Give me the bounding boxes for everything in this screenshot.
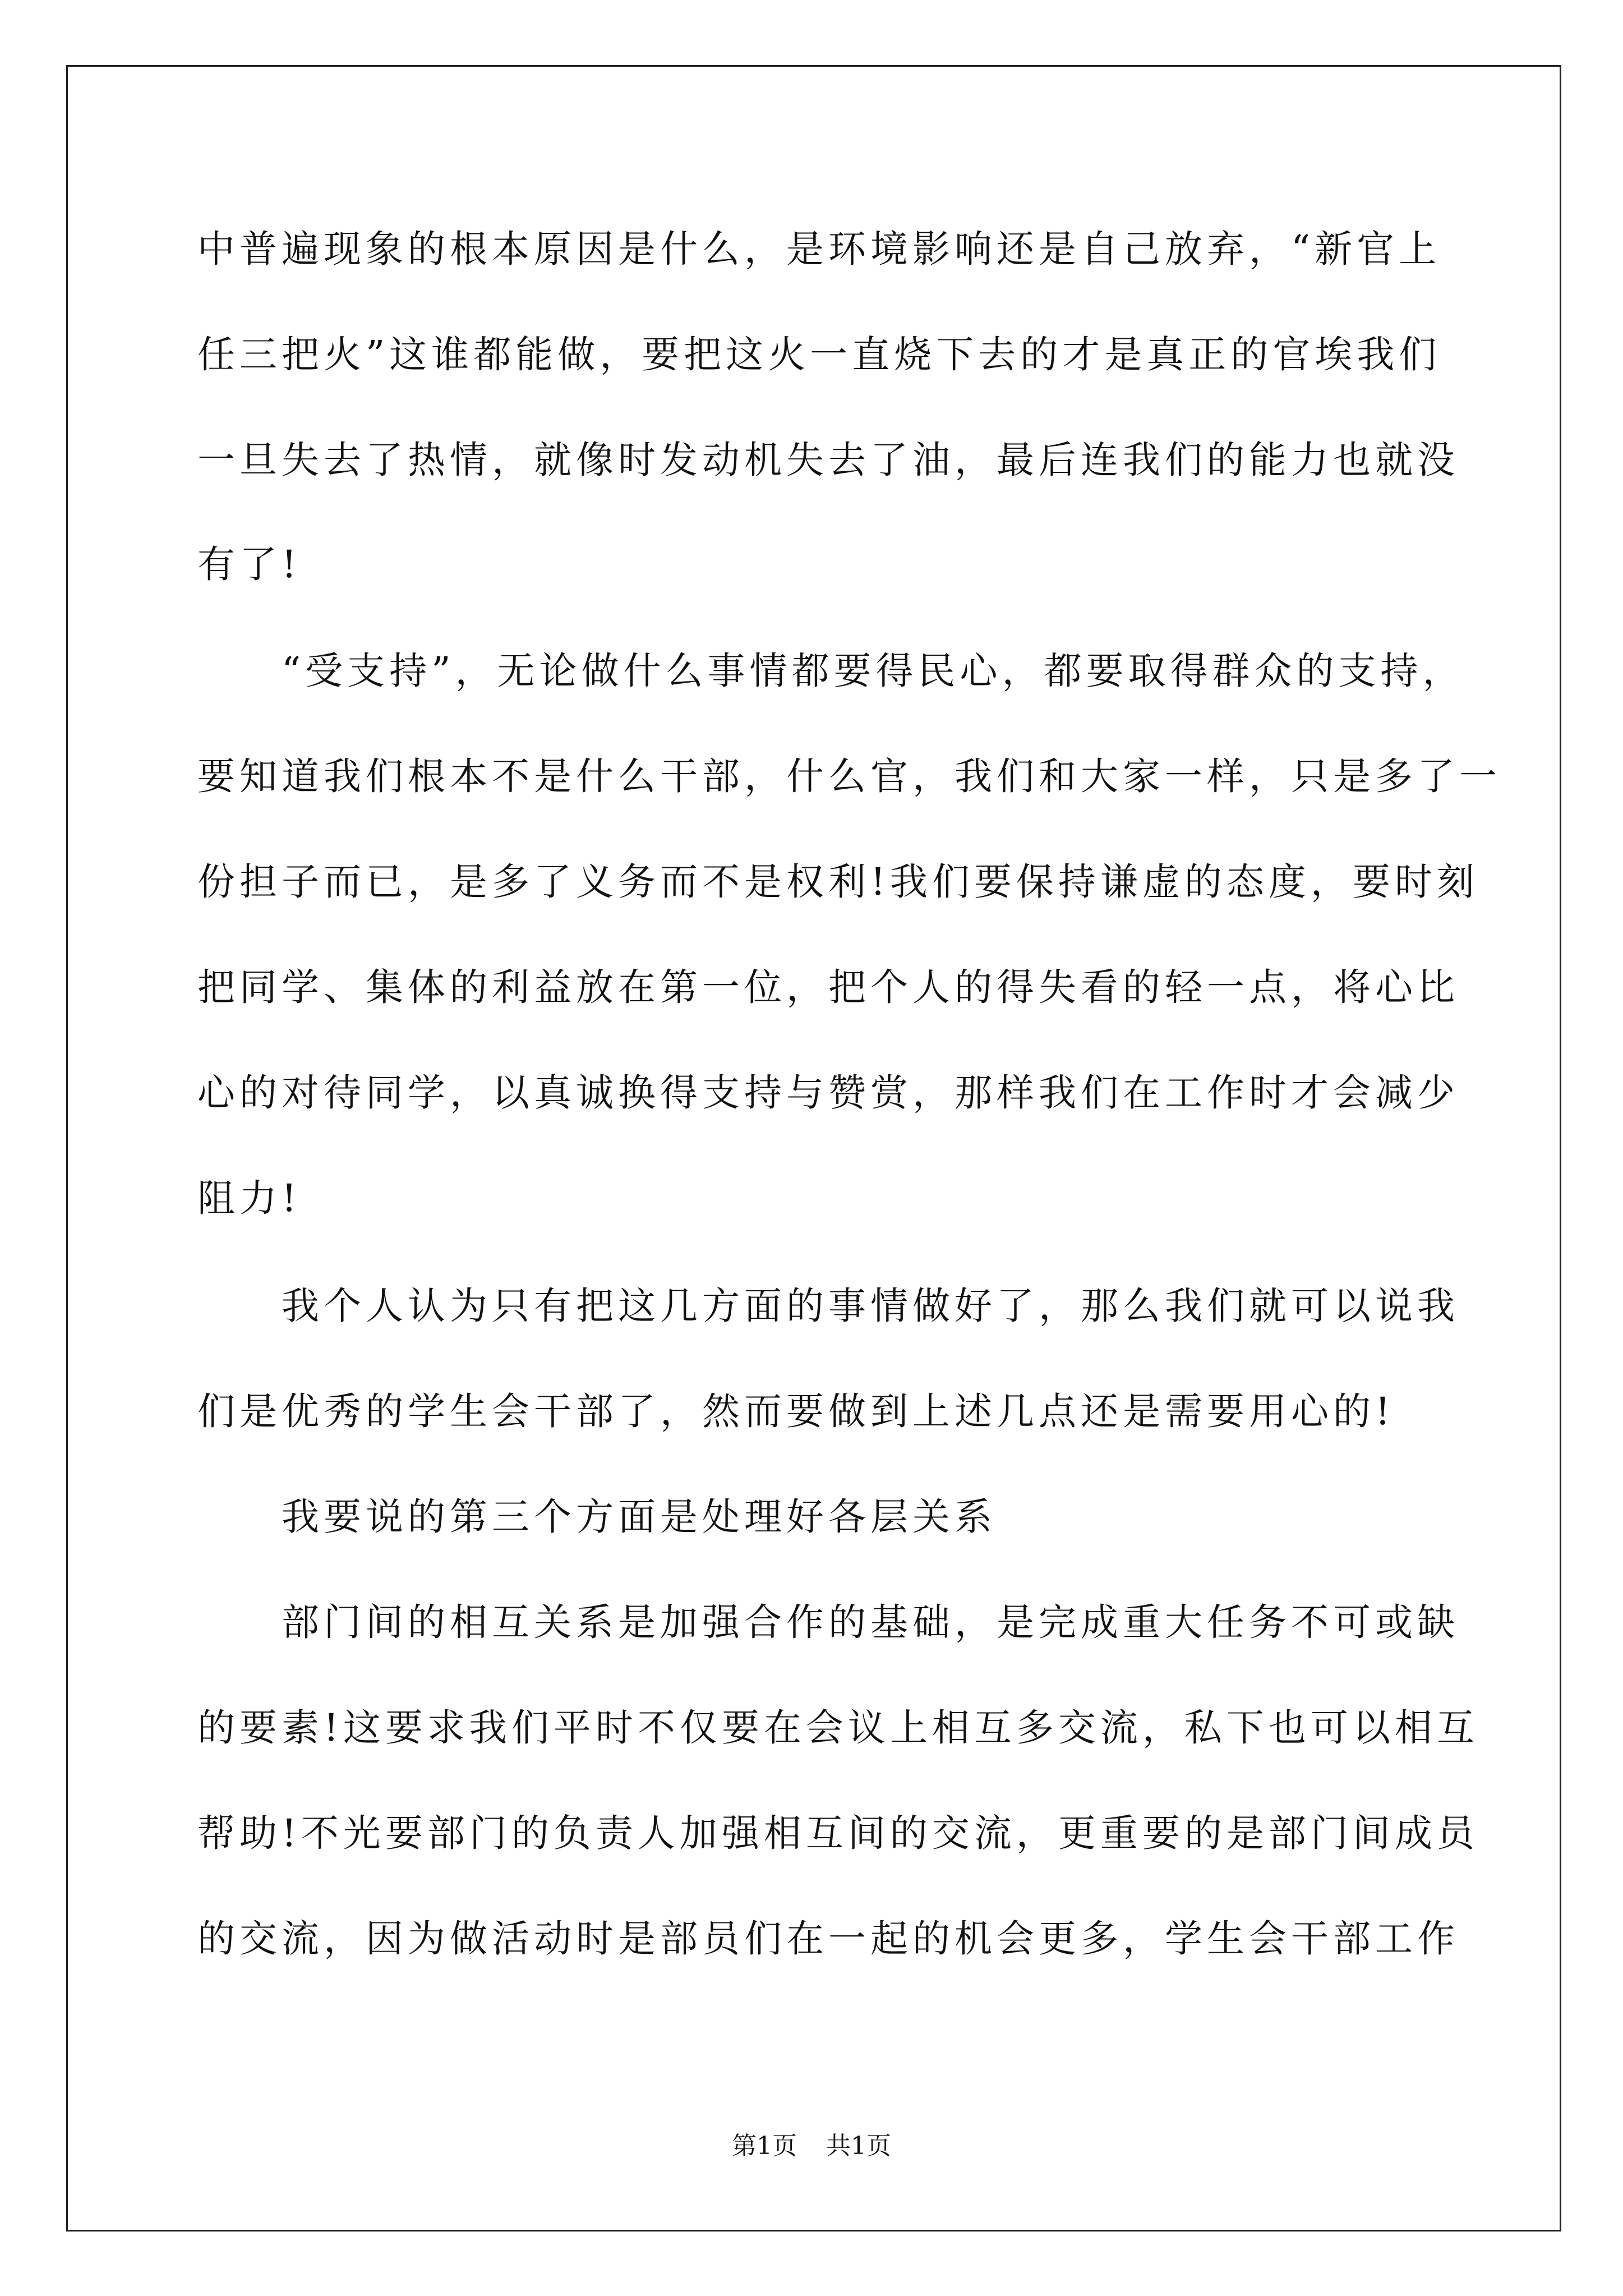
- paragraph-start-support: “受支持”，无论做什么事情都要得民心，都要取得群众的支持，: [282, 649, 1465, 693]
- text-line-15: 的要素!这要求我们平时不仅要在会议上相互多交流，私下也可以相互: [197, 1706, 1479, 1750]
- text-line-9: 心的对待同学，以真诚换得支持与赞赏，那样我们在工作时才会减少: [197, 1071, 1459, 1115]
- text-line-1: 中普遍现象的根本原因是什么，是环境影响还是自己放弃，“新官上: [197, 227, 1441, 271]
- text-line-7: 份担子而已，是多了义务而不是权利!我们要保持谦虚的态度，要时刻: [197, 860, 1479, 904]
- text-line-10: 阻力!: [197, 1176, 301, 1220]
- text-line-2: 任三把火”这谁都能做，要把这火一直烧下去的才是真正的官埃我们: [197, 333, 1441, 376]
- page-footer: [0, 2129, 1623, 2163]
- text-line-16: 帮助!不光要部门的负责人加强相互间的交流，更重要的是部门间成员: [197, 1811, 1479, 1855]
- text-line-6: 要知道我们根本不是什么干部，什么官，我们和大家一样，只是多了一: [197, 754, 1501, 798]
- page-border: [66, 65, 1561, 2231]
- paragraph-start-opinion: 我个人认为只有把这几方面的事情做好了，那么我们就可以说我: [282, 1284, 1459, 1328]
- text-line-4: 有了!: [197, 542, 301, 586]
- text-line-8: 把同学、集体的利益放在第一位，把个人的得失看的轻一点，将心比: [197, 965, 1459, 1009]
- section-heading-third-aspect: 我要说的第三个方面是处理好各层关系: [282, 1495, 997, 1539]
- page-total: 共1页: [826, 2132, 891, 2160]
- text-line-17: 的交流，因为做活动时是部员们在一起的机会更多，学生会干部工作: [197, 1917, 1459, 1961]
- paragraph-start-relations: 部门间的相互关系是加强合作的基础，是完成重大任务不可或缺: [282, 1600, 1459, 1644]
- text-line-12: 们是优秀的学生会干部了，然而要做到上述几点还是需要用心的!: [197, 1389, 1395, 1433]
- text-line-3: 一旦失去了热情，就像时发动机失去了油，最后连我们的能力也就没: [197, 438, 1459, 482]
- page-number: 第1页: [732, 2132, 797, 2160]
